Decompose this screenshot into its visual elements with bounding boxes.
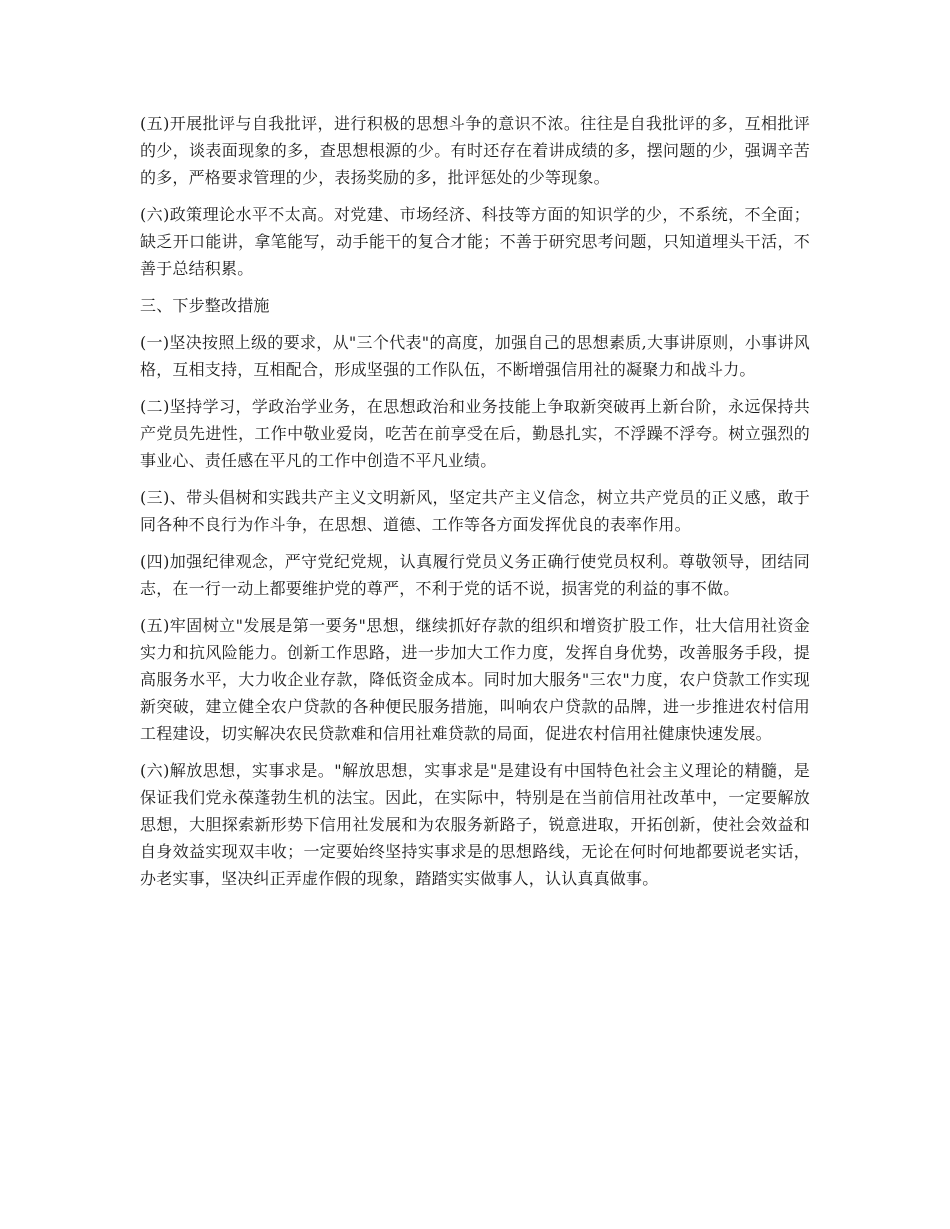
paragraph-measure-3: (三)、带头倡树和实践共产主义文明新风，坚定共产主义信念，树立共产党员的正义感，敢于同各种不良行为作斗争，在思想、道德、工作等各方面发挥优良的表率作用。 <box>140 488 810 534</box>
document-body <box>140 110 810 902</box>
paragraph-policy-theory: (六)政策理论水平不太高。对党建、市场经济、科技等方面的知识学的少，不系统，不全面；缺乏开口能讲，拿笔能写，动手能干的复合才能；不善于研究思考问题，只知道埋头干活，不善于总结积累。 <box>140 205 810 278</box>
paragraph-measure-5: (五)牢固树立"发展是第一要务"思想，继续抓好存款的组织和增资扩股工作，壮大信用社资金实力和抗风险能力。创新工作思路，进一步加大工作力度，发挥自身优势，改善服务手段，提高服务水平，大力收企业存款，降低资金成本。同时加大服务"三农"力度，农户贷款工作实现新突破，建立健全农户贷款的各种便民服务措施，叫响农户贷款的品牌，进一步推进农村信用工程建设，切实解决农民贷款难和信用社难贷款的局面，促进农村信用社健康快速发展。 <box>140 616 810 743</box>
paragraph-criticism: (五)开展批评与自我批评，进行积极的思想斗争的意识不浓。往往是自我批评的多，互相批评的少，谈表面现象的多，查思想根源的少。有时还存在着讲成绩的多，摆问题的少，强调辛苦的多，严格要求管理的少，表扬奖励的多，批评惩处的少等现象。 <box>140 114 810 187</box>
paragraph-measure-4: (四)加强纪律观念，严守党纪党规，认真履行党员义务正确行使党员权利。尊敬领导，团结同志，在一行一动上都要维护党的尊严，不利于党的话不说，损害党的利益的事不做。 <box>140 552 810 598</box>
paragraph-measure-2: (二)坚持学习，学政治学业务，在思想政治和业务技能上争取新突破再上新台阶，永远保持共产党员先进性，工作中敬业爱岗，吃苦在前享受在后，勤恳扎实，不浮躁不浮夸。树立强烈的事业心、责任感在平凡的工作中创造不平凡业绩。 <box>140 397 810 470</box>
section-heading-rectification: 三、下步整改措施 <box>140 296 270 315</box>
paragraph-measure-1: (一)坚决按照上级的要求，从"三个代表"的高度，加强自己的思想素质,大事讲原则，小事讲风格，互相支持，互相配合，形成坚强的工作队伍，不断增强信用社的凝聚力和战斗力。 <box>140 333 810 379</box>
paragraph-measure-6: (六)解放思想，实事求是。"解放思想，实事求是"是建设有中国特色社会主义理论的精髓，是保证我们党永葆蓬勃生机的法宝。因此，在实际中，特别是在当前信用社改革中，一定要解放思想，大胆探索新形势下信用社发展和为农服务新路子，锐意进取，开拓创新，使社会效益和自身效益实现双丰收；一定要始终坚持实事求是的思想路线，无论在何时何地都要说老实话，办老实事，坚决纠正弄虚作假的现象，踏踏实实做事人，认认真真做事。 <box>140 761 810 888</box>
